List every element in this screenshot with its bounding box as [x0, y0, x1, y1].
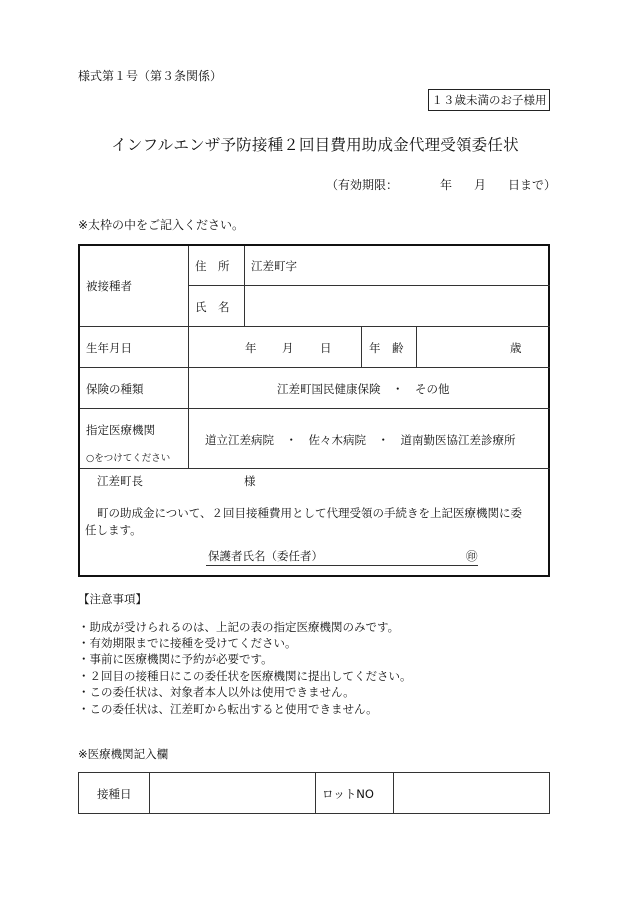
medical-section-label: ※医療機関記入欄 — [78, 747, 169, 761]
institution-options[interactable]: 道立江差病院 ・ 佐々木病院 ・ 道南勤医協江差診療所 — [205, 433, 516, 447]
address-field[interactable]: 江差町字 — [251, 259, 297, 273]
lot-number-label: ロットNO — [322, 787, 374, 801]
birth-year-unit: 年 — [245, 341, 257, 355]
institution-note: ○をつけてください — [86, 453, 171, 464]
note-item: ・この委任状は、江差町から転出すると使用できません。 — [78, 702, 378, 716]
birth-day-unit: 日 — [320, 341, 332, 355]
addressee: 江差町長 — [97, 474, 143, 488]
vaccination-date-field[interactable] — [151, 775, 313, 811]
delegation-text-line1: 町の助成金について、２回目接種費用として代理受領の手続きを上記医療機関に委 — [97, 506, 523, 520]
insurance-options[interactable]: 江差町国民健康保険 ・ その他 — [277, 382, 450, 396]
validity-day: 日まで） — [508, 178, 557, 192]
validity-month: 月 — [474, 178, 487, 192]
validity-year: 年 — [440, 178, 453, 192]
medical-record-table — [78, 772, 550, 814]
age-badge: １３歳未満のお子様用 — [428, 89, 550, 111]
guardian-name-label: 保護者氏名（委任者） — [208, 549, 323, 563]
form-number: 様式第１号（第３条関係） — [78, 69, 223, 83]
lot-number-field[interactable] — [395, 775, 545, 811]
validity-period — [326, 176, 556, 193]
birth-month-unit: 月 — [282, 341, 294, 355]
note-item: ・この委任状は、対象者本人以外は使用できません。 — [78, 685, 355, 699]
age-unit: 歳 — [510, 341, 522, 355]
addressee-honorific: 様 — [244, 474, 256, 488]
delegation-text-line2: 任します。 — [85, 523, 142, 537]
birthdate-label: 生年月日 — [86, 341, 132, 355]
application-form — [78, 244, 550, 577]
note-item: ・有効期限までに接種を受けてください。 — [78, 636, 297, 650]
instruction-text: ※太枠の中をご記入ください。 — [78, 218, 245, 232]
vaccination-date-label: 接種日 — [97, 787, 132, 801]
recipient-label: 被接種者 — [86, 279, 132, 293]
document-title: インフルエンザ予防接種２回目費用助成金代理受領委任状 — [111, 136, 519, 154]
age-label: 年 齢 — [369, 341, 404, 355]
name-field[interactable] — [252, 291, 544, 321]
address-label: 住 所 — [195, 259, 230, 273]
name-label: 氏 名 — [195, 300, 230, 314]
notes-title: 【注意事項】 — [78, 592, 147, 606]
validity-open: （有効期限： — [326, 178, 399, 192]
institution-label: 指定医療機関 — [86, 423, 155, 437]
note-item: ・助成が受けられるのは、上記の表の指定医療機関のみです。 — [78, 620, 400, 634]
guardian-signature-line[interactable] — [206, 565, 478, 566]
note-item: ・事前に医療機関に予約が必要です。 — [78, 652, 273, 666]
seal-mark: ㊞ — [466, 549, 478, 563]
note-item: ・２回目の接種日にこの委任状を医療機関に提出してください。 — [78, 669, 412, 683]
insurance-label: 保険の種類 — [86, 382, 144, 396]
